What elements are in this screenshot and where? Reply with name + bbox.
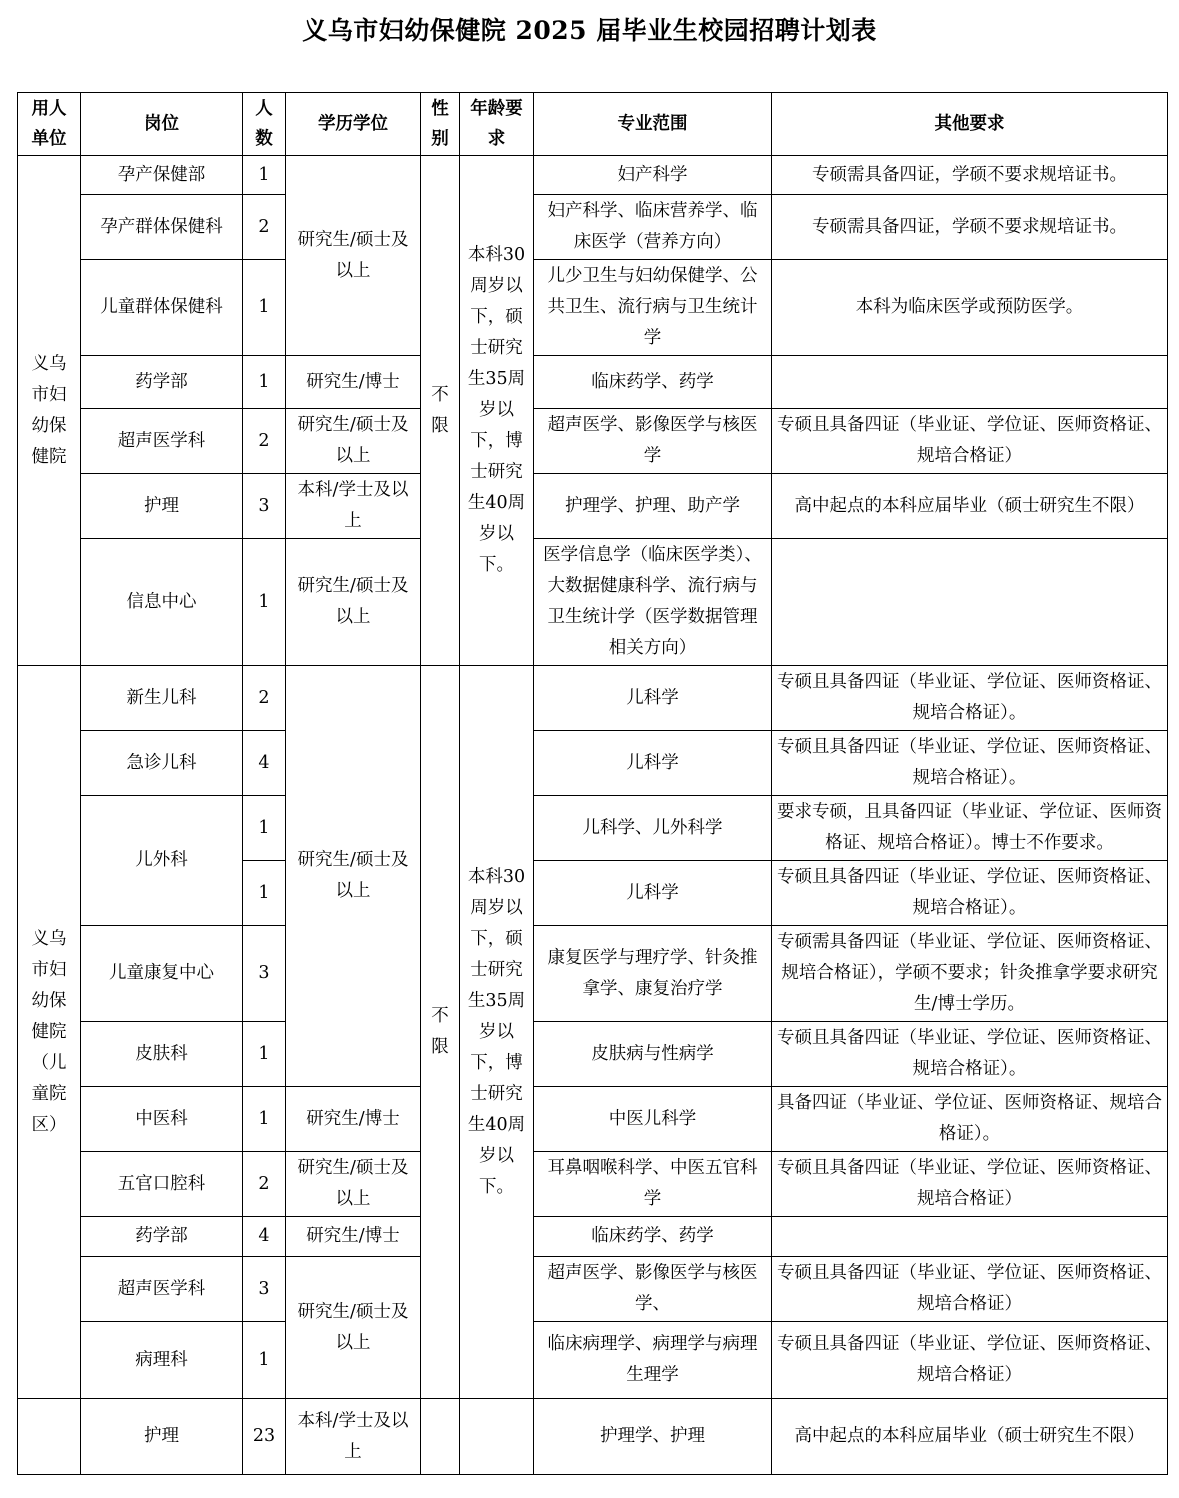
degree-cell: 研究生/博士 (286, 1217, 421, 1257)
unit-cell: 义乌市妇幼保健院 (18, 156, 81, 666)
major-cell: 儿科学 (534, 666, 772, 731)
major-cell: 儿少卫生与妇幼保健学、公共卫生、流行病与卫生统计学 (534, 260, 772, 356)
position-cell: 新生儿科 (81, 666, 243, 731)
age-cell: 本科30周岁以下，硕士研究生35周岁以下，博士研究生40周岁以下。 (460, 666, 534, 1399)
table-row (18, 474, 1168, 539)
table-row (18, 1087, 1168, 1152)
page-title: 义乌市妇幼保健院 2025 届毕业生校园招聘计划表 (302, 16, 877, 45)
position-cell: 超声医学科 (81, 1257, 243, 1322)
other-cell: 本科为临床医学或预防医学。 (772, 260, 1168, 356)
degree-cell: 本科/学士及以上 (286, 474, 421, 539)
other-cell (772, 1217, 1168, 1257)
degree-cell: 研究生/博士 (286, 1087, 421, 1152)
other-cell (772, 539, 1168, 666)
major-cell: 儿科学、儿外科学 (534, 796, 772, 861)
position-cell: 超声医学科 (81, 409, 243, 474)
table-row (18, 731, 1168, 796)
position-cell: 孕产群体保健科 (81, 195, 243, 260)
gender-cell: 不限 (421, 666, 460, 1399)
recruitment-table (17, 92, 1168, 1475)
degree-cell: 研究生/博士 (286, 356, 421, 409)
count-cell: 4 (243, 1217, 286, 1257)
other-cell: 专硕需具备四证（毕业证、学位证、医师资格证、规培合格证），学硕不要求；针灸推拿学要求研究生/博士学历。 (772, 926, 1168, 1022)
unit-cell: 义乌市妇幼保健院（儿童院区） (18, 666, 81, 1399)
other-cell: 专硕且具备四证（毕业证、学位证、医师资格证、规培合格证）。 (772, 861, 1168, 926)
count-cell: 3 (243, 1257, 286, 1322)
table-row (18, 796, 1168, 861)
major-cell: 皮肤病与性病学 (534, 1022, 772, 1087)
degree-cell: 研究生/硕士及以上 (286, 1257, 421, 1399)
major-cell: 妇产科学、临床营养学、临床医学（营养方向） (534, 195, 772, 260)
position-cell: 中医科 (81, 1087, 243, 1152)
degree-cell: 研究生/硕士及以上 (286, 666, 421, 1087)
degree-cell: 研究生/硕士及以上 (286, 156, 421, 356)
gender-cell (421, 1399, 460, 1475)
position-cell: 病理科 (81, 1322, 243, 1399)
other-cell: 要求专硕，且具备四证（毕业证、学位证、医师资格证、规培合格证）。博士不作要求。 (772, 796, 1168, 861)
count-cell: 1 (243, 260, 286, 356)
count-cell: 1 (243, 1087, 286, 1152)
count-cell: 2 (243, 409, 286, 474)
other-cell: 具备四证（毕业证、学位证、医师资格证、规培合格证）。 (772, 1087, 1168, 1152)
degree-cell: 研究生/硕士及以上 (286, 1152, 421, 1217)
other-cell: 高中起点的本科应届毕业（硕士研究生不限） (772, 1399, 1168, 1475)
count-cell: 1 (243, 796, 286, 861)
count-cell: 1 (243, 1022, 286, 1087)
major-cell: 超声医学、影像医学与核医学、 (534, 1257, 772, 1322)
position-cell: 儿外科 (81, 796, 243, 926)
table-row (18, 356, 1168, 409)
position-cell: 儿童康复中心 (81, 926, 243, 1022)
degree-cell: 研究生/硕士及以上 (286, 409, 421, 474)
other-cell: 专硕且具备四证（毕业证、学位证、医师资格证、规培合格证） (772, 1322, 1168, 1399)
header-age: 年龄要求 (460, 93, 534, 156)
position-cell: 护理 (81, 474, 243, 539)
count-cell: 23 (243, 1399, 286, 1475)
count-cell: 1 (243, 861, 286, 926)
table-row (18, 195, 1168, 260)
major-cell: 中医儿科学 (534, 1087, 772, 1152)
count-cell: 1 (243, 356, 286, 409)
count-cell: 1 (243, 1322, 286, 1399)
count-cell: 2 (243, 1152, 286, 1217)
major-cell: 临床药学、药学 (534, 1217, 772, 1257)
degree-cell: 研究生/硕士及以上 (286, 539, 421, 666)
position-cell: 护理 (81, 1399, 243, 1475)
other-cell: 专硕且具备四证（毕业证、学位证、医师资格证、规培合格证）。 (772, 731, 1168, 796)
other-cell: 专硕需具备四证，学硕不要求规培证书。 (772, 195, 1168, 260)
table-row (18, 260, 1168, 356)
count-cell: 2 (243, 666, 286, 731)
unit-cell (18, 1399, 81, 1475)
other-cell: 专硕且具备四证（毕业证、学位证、医师资格证、规培合格证） (772, 409, 1168, 474)
other-cell: 专硕且具备四证（毕业证、学位证、医师资格证、规培合格证）。 (772, 1022, 1168, 1087)
position-cell: 药学部 (81, 1217, 243, 1257)
age-cell: 本科30周岁以下，硕士研究生35周岁以下，博士研究生40周岁以下。 (460, 156, 534, 666)
header-count: 人数 (243, 93, 286, 156)
major-cell: 临床药学、药学 (534, 356, 772, 409)
position-cell: 皮肤科 (81, 1022, 243, 1087)
other-cell: 高中起点的本科应届毕业（硕士研究生不限） (772, 474, 1168, 539)
header-position: 岗位 (81, 93, 243, 156)
count-cell: 4 (243, 731, 286, 796)
major-cell: 康复医学与理疗学、针灸推拿学、康复治疗学 (534, 926, 772, 1022)
major-cell: 护理学、护理 (534, 1399, 772, 1475)
header-degree: 学历学位 (286, 93, 421, 156)
header-gender: 性别 (421, 93, 460, 156)
age-cell (460, 1399, 534, 1475)
table-row (18, 1399, 1168, 1475)
count-cell: 2 (243, 195, 286, 260)
table-row (18, 156, 1168, 195)
position-cell: 五官口腔科 (81, 1152, 243, 1217)
table-row (18, 926, 1168, 1022)
major-cell: 耳鼻咽喉科学、中医五官科学 (534, 1152, 772, 1217)
table-row (18, 1217, 1168, 1257)
other-cell: 专硕且具备四证（毕业证、学位证、医师资格证、规培合格证）。 (772, 666, 1168, 731)
table-row (18, 539, 1168, 666)
major-cell: 超声医学、影像医学与核医学 (534, 409, 772, 474)
position-cell: 信息中心 (81, 539, 243, 666)
header-other: 其他要求 (772, 93, 1168, 156)
header-row (18, 93, 1168, 156)
major-cell: 医学信息学（临床医学类）、大数据健康科学、流行病与卫生统计学（医学数据管理相关方向） (534, 539, 772, 666)
other-cell: 专硕且具备四证（毕业证、学位证、医师资格证、规培合格证） (772, 1257, 1168, 1322)
table-row (18, 1257, 1168, 1322)
header-major: 专业范围 (534, 93, 772, 156)
table-row (18, 1022, 1168, 1087)
other-cell (772, 356, 1168, 409)
table-row (18, 1152, 1168, 1217)
position-cell: 药学部 (81, 356, 243, 409)
major-cell: 妇产科学 (534, 156, 772, 195)
table-row (18, 666, 1168, 731)
major-cell: 临床病理学、病理学与病理生理学 (534, 1322, 772, 1399)
position-cell: 急诊儿科 (81, 731, 243, 796)
count-cell: 1 (243, 539, 286, 666)
header-unit: 用人单位 (18, 93, 81, 156)
other-cell: 专硕且具备四证（毕业证、学位证、医师资格证、规培合格证） (772, 1152, 1168, 1217)
count-cell: 3 (243, 926, 286, 1022)
table-row (18, 409, 1168, 474)
major-cell: 儿科学 (534, 861, 772, 926)
major-cell: 护理学、护理、助产学 (534, 474, 772, 539)
gender-cell: 不限 (421, 156, 460, 666)
position-cell: 孕产保健部 (81, 156, 243, 195)
position-cell: 儿童群体保健科 (81, 260, 243, 356)
major-cell: 儿科学 (534, 731, 772, 796)
count-cell: 3 (243, 474, 286, 539)
table-row (18, 1322, 1168, 1399)
other-cell: 专硕需具备四证，学硕不要求规培证书。 (772, 156, 1168, 195)
count-cell: 1 (243, 156, 286, 195)
degree-cell: 本科/学士及以上 (286, 1399, 421, 1475)
